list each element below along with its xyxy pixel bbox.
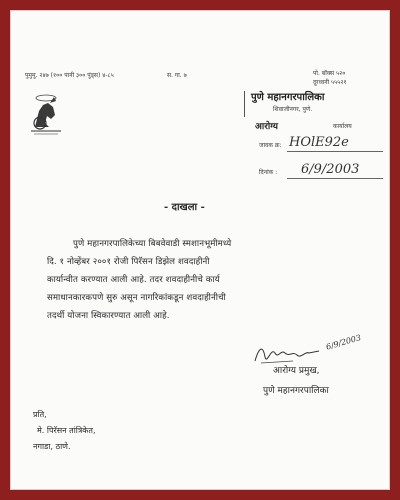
outward-underline [287, 151, 383, 152]
ref-short: स. गा. ७ [167, 72, 187, 79]
org-name: पुणे महानगरपालिका [251, 92, 325, 103]
date-label: दिनांक : [259, 169, 278, 176]
letterhead-divider [244, 91, 245, 117]
signatory-title: आरोग्य प्रमुख, [273, 366, 320, 376]
department-name: आरोग्य [255, 122, 278, 132]
date-value: 6/9/2003 [301, 162, 360, 177]
body-line-1: पुणे महानगरपालिकेच्या बिबवेवाडी स्मशानभूमीमध्ये [73, 239, 232, 249]
phone-number: दूरध्वनी ५५५२१ [313, 79, 347, 86]
print-note: पुमुमु. २४७ (१०० पानी ३०० पुंड्स) ४-८५ [25, 72, 114, 79]
letter-page [10, 10, 390, 490]
date-underline [287, 178, 383, 179]
signatory-org: पुणे महानगरपालिका [263, 386, 329, 396]
body-line-3: कार्यान्वीत करण्यात आली आहे. तदर शवदाहीनीचे कार्य [47, 275, 220, 285]
outward-number: HOlE92e [289, 135, 349, 150]
body-line-5: तदर्थी योजना स्विकारण्यात आली आहे. [47, 311, 170, 321]
office-label: कार्यालय [333, 123, 352, 130]
pmc-emblem-icon [25, 89, 67, 139]
po-box: पो. बॉक्स ५२० [313, 70, 346, 77]
document-heading: - दाखला - [164, 202, 205, 213]
recipient-line-1: मे. पिरॅसन तांत्रिकेत, [37, 426, 96, 435]
body-line-2: दि. १ नोव्हेंबर २००१ रोजी पिरॅसन डिझेल शवदाहीनी [47, 257, 210, 267]
recipient-to-label: प्रति, [33, 410, 47, 419]
signature-date: 6/9/2003 [325, 333, 363, 352]
outward-label: जावक क्र: [259, 142, 282, 149]
recipient-line-2: नगाडा, ठाणे. [33, 442, 71, 451]
org-address: शिवाजीनगर, पुणे. [273, 106, 313, 113]
body-line-4: समाधानकारकपणे सुरु असून नागरिकांकडून शवदाहीनीची [47, 293, 226, 303]
